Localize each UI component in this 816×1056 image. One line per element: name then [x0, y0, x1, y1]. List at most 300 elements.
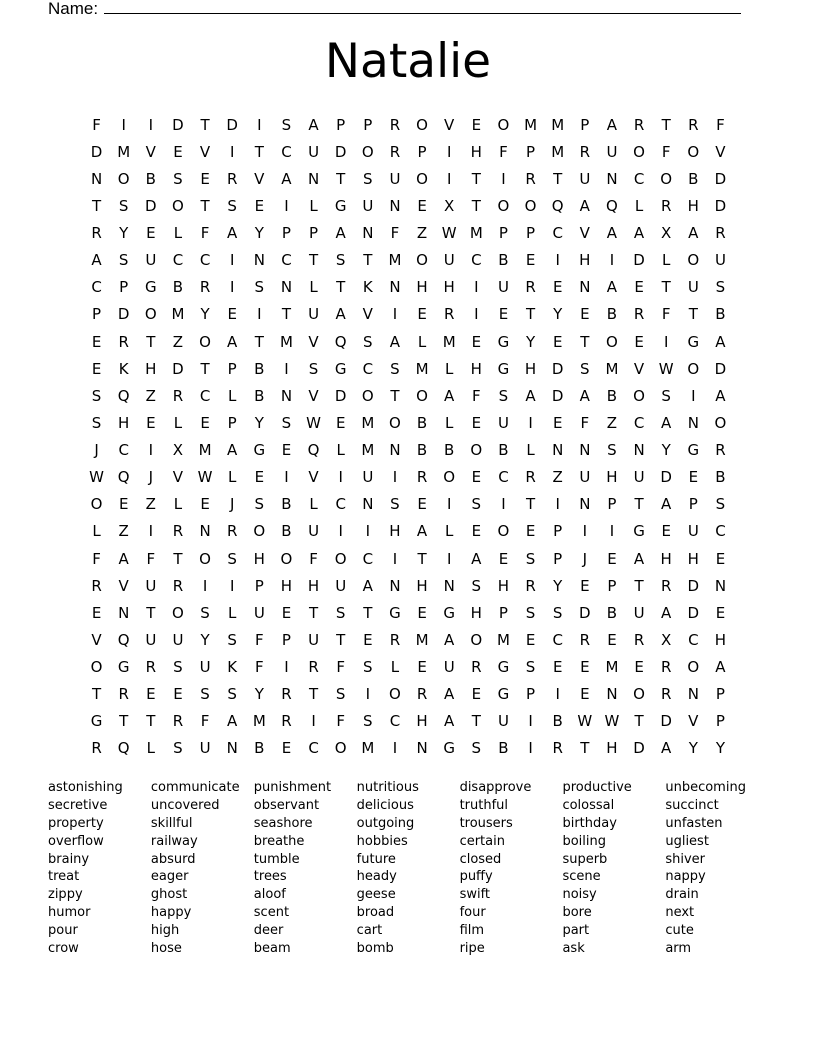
grid-cell: I	[446, 142, 452, 161]
grid-cell: U	[335, 576, 347, 595]
word-item: bore	[562, 905, 592, 921]
grid-cell: O	[633, 685, 645, 704]
grid-cell: F	[580, 413, 590, 432]
name-label: Name:	[48, 0, 99, 18]
grid-cell: H	[714, 630, 727, 649]
grid-cell: A	[118, 549, 129, 568]
grid-cell: N	[579, 278, 591, 297]
grid-cell: M	[415, 630, 429, 649]
grid-cell: M	[171, 305, 185, 324]
grid-cell: I	[229, 251, 235, 270]
grid-cell: N	[552, 441, 564, 460]
grid-cell: P	[309, 224, 319, 243]
grid-cell: I	[609, 251, 615, 270]
grid-cell: R	[715, 224, 726, 243]
grid-cell: R	[389, 142, 401, 161]
grid-cell: E	[363, 630, 373, 649]
grid-cell: B	[416, 413, 428, 432]
grid-cell: N	[687, 413, 699, 432]
grid-cell: M	[551, 115, 565, 134]
grid-cell: B	[498, 251, 509, 270]
grid-cell: T	[146, 712, 156, 731]
grid-cell: I	[663, 332, 669, 351]
grid-cell: O	[361, 142, 374, 161]
grid-cell: B	[606, 386, 618, 405]
word-column	[254, 779, 357, 958]
grid-cell: R	[525, 278, 536, 297]
grid-cell: U	[253, 603, 265, 622]
word-item: treat	[48, 869, 80, 885]
grid-cell: O	[90, 658, 103, 677]
grid-cell: E	[254, 196, 265, 215]
grid-cell: T	[308, 603, 319, 622]
grid-cell: O	[687, 359, 700, 378]
grid-cell: P	[363, 115, 373, 134]
grid-cell: M	[361, 441, 375, 460]
grid-cell: S	[363, 332, 373, 351]
grid-cell: P	[336, 115, 346, 134]
grid-cell: S	[390, 359, 400, 378]
grid-cell: B	[715, 468, 726, 487]
grid-cell: E	[661, 522, 671, 541]
word-item: part	[562, 923, 590, 939]
grid-cell: H	[524, 359, 537, 378]
grid-cell: I	[148, 115, 154, 134]
grid-cell: A	[335, 224, 346, 243]
word-item: puffy	[459, 869, 493, 885]
grid-cell: E	[634, 332, 644, 351]
grid-cell: T	[146, 332, 156, 351]
grid-cell: S	[118, 196, 129, 215]
grid-cell: P	[254, 576, 264, 595]
word-item: nappy	[665, 869, 706, 885]
word-item: succinct	[665, 797, 719, 813]
grid-cell: S	[363, 658, 373, 677]
grid-cell: F	[200, 712, 210, 731]
grid-cell: M	[117, 142, 131, 161]
grid-cell: O	[90, 495, 103, 514]
grid-cell: I	[392, 549, 398, 568]
grid-cell: X	[661, 630, 672, 649]
grid-cell: V	[688, 712, 699, 731]
grid-cell: S	[335, 251, 346, 270]
grid-cell: G	[145, 278, 157, 297]
grid-cell: U	[199, 658, 211, 677]
grid-cell: Y	[553, 576, 563, 595]
grid-cell: E	[471, 332, 482, 351]
letter-grid	[83, 111, 734, 762]
grid-cell: E	[525, 522, 536, 541]
grid-cell: O	[416, 115, 428, 134]
grid-cell: D	[633, 251, 645, 270]
grid-cell: B	[444, 441, 455, 460]
grid-cell: P	[715, 712, 725, 731]
grid-cell: O	[199, 549, 211, 568]
grid-cell: E	[715, 549, 726, 568]
grid-cell: S	[715, 278, 726, 297]
grid-cell: W	[658, 359, 674, 378]
grid-cell: M	[415, 359, 429, 378]
word-item: nutritious	[356, 780, 419, 795]
word-item: hobbies	[356, 833, 408, 849]
grid-cell: D	[660, 712, 672, 731]
grid-cell: O	[687, 251, 700, 270]
grid-cell: V	[91, 630, 102, 649]
grid-cell: O	[660, 169, 673, 188]
word-item: deer	[253, 923, 284, 939]
grid-cell: N	[579, 441, 591, 460]
word-column	[357, 779, 460, 958]
grid-cell: F	[146, 549, 156, 568]
word-item: brainy	[48, 851, 90, 867]
grid-cell: O	[687, 142, 700, 161]
grid-cell: G	[443, 739, 455, 758]
grid-cell: V	[308, 468, 319, 487]
grid-cell: B	[254, 739, 265, 758]
word-item: birthday	[562, 815, 617, 831]
grid-cell: U	[687, 278, 699, 297]
grid-cell: M	[279, 332, 293, 351]
word-item: skillful	[150, 815, 193, 831]
grid-cell: E	[471, 522, 482, 541]
grid-cell: M	[469, 224, 483, 243]
grid-cell: D	[117, 305, 130, 324]
grid-cell: T	[200, 115, 210, 134]
grid-cell: C	[498, 468, 509, 487]
grid-cell: A	[281, 169, 292, 188]
grid-cell: B	[145, 169, 156, 188]
grid-cell: A	[444, 386, 455, 405]
grid-cell: F	[661, 142, 671, 161]
grid-cell: E	[525, 630, 536, 649]
grid-cell: F	[336, 658, 345, 677]
grid-cell: V	[633, 359, 645, 378]
grid-cell: A	[633, 549, 645, 568]
grid-cell: Q	[117, 468, 130, 487]
grid-cell: A	[715, 658, 726, 677]
word-item: breathe	[253, 833, 305, 849]
grid-cell: S	[281, 413, 292, 432]
grid-cell: N	[579, 495, 591, 514]
grid-cell: C	[172, 251, 184, 270]
word-item: drain	[665, 887, 699, 903]
grid-cell: O	[117, 169, 130, 188]
word-item: colossal	[562, 797, 615, 813]
grid-cell: N	[389, 278, 401, 297]
grid-cell: T	[336, 278, 346, 297]
grid-cell: D	[172, 359, 184, 378]
grid-cell: B	[498, 441, 509, 460]
grid-cell: X	[661, 224, 672, 243]
grid-cell: B	[498, 739, 509, 758]
grid-cell: Y	[119, 224, 129, 243]
grid-cell: S	[525, 658, 536, 677]
word-item: delicious	[356, 797, 414, 813]
grid-cell: N	[280, 278, 293, 297]
grid-cell: T	[308, 251, 319, 270]
grid-cell: M	[496, 630, 510, 649]
grid-cell: A	[308, 115, 319, 134]
grid-cell: A	[444, 712, 455, 731]
grid-cell: M	[524, 115, 538, 134]
grid-cell: O	[199, 332, 211, 351]
grid-cell: O	[606, 332, 618, 351]
grid-cell: A	[661, 413, 672, 432]
grid-cell: S	[227, 685, 237, 704]
grid-cell: P	[580, 115, 590, 134]
grid-cell: G	[253, 441, 266, 460]
grid-cell: I	[528, 739, 533, 758]
grid-cell: T	[580, 332, 590, 351]
grid-cell: S	[227, 549, 237, 568]
grid-cell: V	[579, 224, 590, 243]
grid-cell: O	[497, 522, 510, 541]
grid-cell: T	[471, 196, 481, 215]
grid-cell: R	[226, 522, 238, 541]
grid-cell: I	[229, 278, 235, 297]
grid-cell: A	[579, 386, 590, 405]
grid-cell: Y	[200, 305, 210, 324]
grid-cell: L	[417, 332, 427, 351]
grid-cell: R	[226, 169, 238, 188]
grid-cell: I	[474, 278, 479, 297]
grid-cell: D	[145, 196, 157, 215]
grid-cell: R	[172, 712, 184, 731]
grid-cell: R	[525, 576, 536, 595]
grid-cell: O	[361, 386, 374, 405]
grid-cell: S	[91, 386, 102, 405]
grid-cell: T	[91, 196, 102, 215]
grid-cell: I	[311, 712, 316, 731]
grid-cell: I	[501, 169, 506, 188]
grid-cell: N	[606, 685, 618, 704]
grid-cell: N	[389, 441, 401, 460]
grid-cell: S	[173, 169, 183, 188]
grid-cell: I	[582, 522, 588, 541]
grid-cell: O	[172, 196, 184, 215]
grid-cell: L	[92, 522, 101, 541]
grid-cell: E	[580, 658, 590, 677]
grid-cell: T	[146, 603, 156, 622]
grid-cell: P	[553, 549, 563, 568]
grid-cell: B	[254, 359, 265, 378]
grid-cell: U	[443, 658, 455, 677]
grid-cell: N	[389, 576, 401, 595]
grid-cell: Z	[118, 522, 129, 541]
grid-cell: R	[389, 115, 401, 134]
grid-cell: D	[687, 576, 700, 595]
grid-cell: R	[715, 441, 726, 460]
grid-cell: S	[363, 712, 373, 731]
grid-cell: V	[308, 386, 319, 405]
grid-cell: I	[365, 522, 371, 541]
grid-cell: R	[688, 115, 699, 134]
grid-cell: P	[607, 495, 617, 514]
grid-cell: E	[525, 251, 536, 270]
grid-cell: C	[552, 630, 563, 649]
grid-cell: E	[173, 685, 183, 704]
grid-cell: T	[688, 305, 698, 324]
grid-cell: A	[579, 196, 590, 215]
grid-cell: I	[148, 441, 154, 460]
grid-cell: E	[200, 169, 210, 188]
word-item: noisy	[562, 887, 597, 903]
word-column	[562, 779, 665, 958]
grid-cell: T	[634, 712, 644, 731]
grid-cell: I	[446, 549, 452, 568]
grid-cell: A	[633, 224, 645, 243]
grid-cell: S	[715, 495, 726, 514]
grid-cell: R	[389, 630, 401, 649]
grid-cell: U	[362, 468, 374, 487]
grid-cell: E	[580, 305, 590, 324]
grid-cell: U	[172, 630, 184, 649]
grid-cell: R	[525, 468, 536, 487]
grid-cell: I	[365, 685, 371, 704]
grid-cell: G	[497, 685, 510, 704]
grid-cell: T	[281, 305, 292, 324]
grid-cell: T	[363, 251, 373, 270]
grid-cell: U	[308, 142, 320, 161]
grid-cell: O	[714, 413, 727, 432]
grid-cell: P	[715, 685, 725, 704]
grid-cell: S	[552, 603, 563, 622]
grid-cell: U	[633, 603, 645, 622]
grid-cell: T	[173, 549, 183, 568]
grid-cell: S	[525, 603, 536, 622]
grid-cell: A	[227, 441, 238, 460]
grid-cell: X	[172, 441, 184, 460]
grid-cell: D	[551, 359, 564, 378]
grid-cell: A	[715, 386, 726, 405]
grid-cell: Y	[200, 630, 210, 649]
grid-cell: Q	[551, 196, 564, 215]
grid-cell: R	[281, 712, 292, 731]
grid-cell: J	[94, 441, 99, 460]
grid-cell: V	[362, 305, 373, 324]
grid-cell: I	[392, 305, 398, 324]
grid-cell: B	[416, 441, 428, 460]
grid-cell: I	[148, 522, 154, 541]
grid-cell: C	[389, 712, 401, 731]
word-item: ask	[562, 941, 585, 957]
grid-cell: I	[474, 305, 479, 324]
grid-cell: L	[173, 495, 183, 514]
grid-cell: O	[334, 549, 347, 568]
grid-cell: I	[284, 359, 289, 378]
grid-cell: P	[526, 142, 536, 161]
grid-cell: I	[691, 386, 696, 405]
grid-cell: O	[416, 169, 428, 188]
grid-cell: R	[525, 169, 536, 188]
grid-cell: N	[362, 495, 374, 514]
grid-cell: U	[308, 305, 320, 324]
grid-cell: E	[91, 332, 102, 351]
grid-cell: C	[118, 441, 129, 460]
grid-cell: H	[416, 712, 428, 731]
grid-cell: M	[252, 712, 266, 731]
grid-cell: B	[606, 603, 618, 622]
grid-cell: E	[471, 685, 482, 704]
grid-cell: P	[281, 224, 291, 243]
word-item: happy	[150, 905, 192, 921]
grid-cell: H	[389, 522, 401, 541]
grid-cell: M	[605, 359, 619, 378]
grid-cell: T	[200, 359, 210, 378]
grid-cell: K	[227, 658, 238, 677]
word-item: truthful	[459, 797, 509, 813]
grid-cell: A	[688, 224, 699, 243]
grid-cell: H	[118, 413, 130, 432]
grid-cell: M	[442, 332, 456, 351]
word-item: secretive	[48, 797, 108, 813]
grid-cell: E	[200, 413, 210, 432]
grid-cell: O	[443, 468, 456, 487]
grid-cell: Q	[117, 386, 130, 405]
grid-cell: B	[552, 712, 563, 731]
grid-cell: G	[497, 359, 510, 378]
grid-cell: U	[308, 522, 320, 541]
grid-cell: E	[281, 603, 292, 622]
grid-cell: C	[362, 549, 374, 568]
grid-cell: P	[607, 576, 617, 595]
grid-cell: D	[687, 603, 700, 622]
grid-cell: S	[91, 413, 102, 432]
grid-cell: B	[172, 278, 184, 297]
grid-cell: P	[417, 142, 427, 161]
grid-cell: D	[226, 115, 238, 134]
grid-cell: E	[417, 603, 427, 622]
grid-cell: U	[579, 468, 591, 487]
grid-cell: Y	[254, 413, 264, 432]
word-item: hose	[150, 941, 182, 957]
word-item: cute	[665, 923, 694, 939]
grid-cell: Y	[661, 441, 671, 460]
grid-cell: Z	[172, 332, 184, 351]
grid-cell: H	[416, 278, 428, 297]
grid-cell: N	[687, 685, 699, 704]
grid-cell: N	[606, 169, 618, 188]
word-item: cart	[356, 923, 383, 939]
grid-cell: D	[334, 142, 347, 161]
grid-cell: A	[471, 549, 482, 568]
word-item: punishment	[253, 780, 332, 795]
name-field	[48, 0, 741, 19]
grid-cell: Z	[145, 495, 156, 514]
grid-cell: F	[254, 658, 264, 677]
grid-cell: A	[362, 576, 373, 595]
grid-cell: E	[146, 413, 156, 432]
grid-cell: G	[687, 332, 700, 351]
grid-cell: I	[555, 251, 560, 270]
grid-cell: R	[281, 685, 292, 704]
grid-cell: H	[579, 251, 591, 270]
grid-cell: H	[470, 359, 482, 378]
grid-cell: H	[443, 278, 455, 297]
grid-cell: Q	[334, 332, 347, 351]
grid-cell: S	[254, 495, 265, 514]
grid-cell: S	[335, 685, 346, 704]
grid-cell: E	[91, 359, 102, 378]
grid-cell: E	[91, 603, 102, 622]
grid-cell: K	[118, 359, 129, 378]
grid-cell: S	[200, 685, 210, 704]
grid-cell: H	[606, 739, 618, 758]
grid-cell: L	[445, 413, 454, 432]
grid-cell: E	[335, 413, 346, 432]
grid-cell: N	[416, 739, 428, 758]
grid-cell: O	[389, 685, 401, 704]
